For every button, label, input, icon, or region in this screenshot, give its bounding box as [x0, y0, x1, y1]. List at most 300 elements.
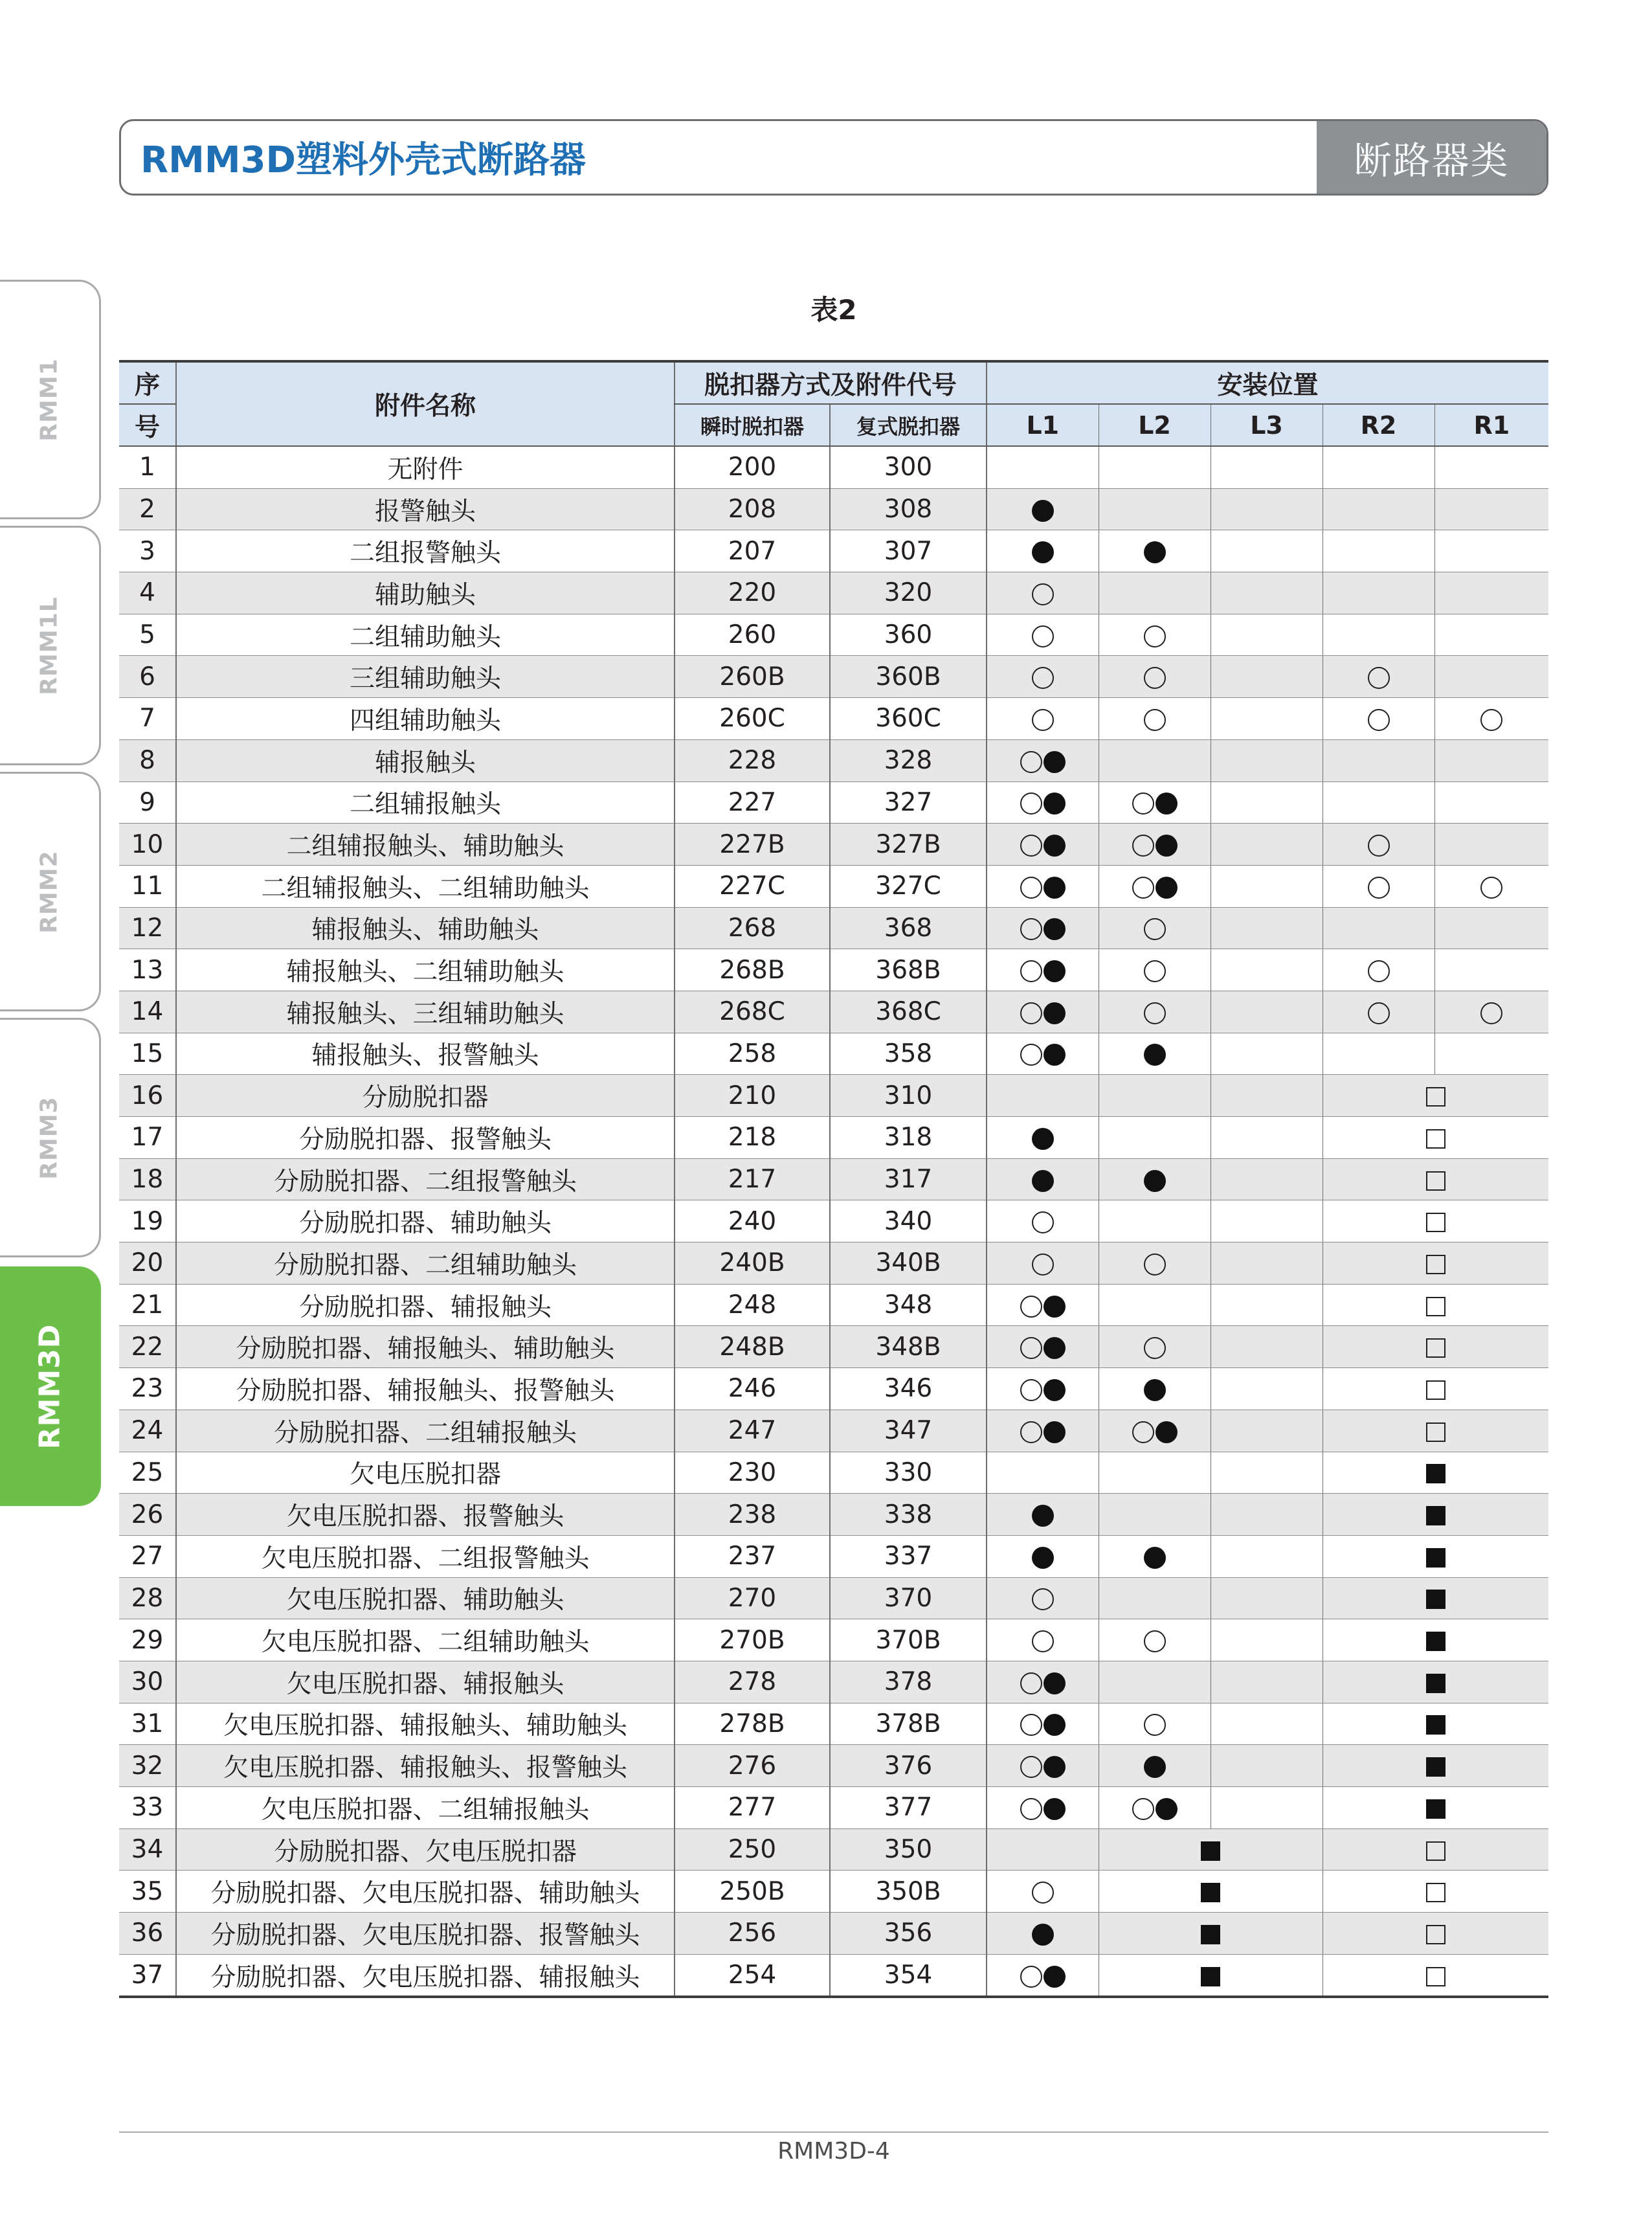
- position-cell: [1323, 991, 1434, 1033]
- cell-instant: 207: [675, 530, 830, 572]
- header-seq-line2: 号: [119, 404, 176, 446]
- position-cell: [1323, 1410, 1548, 1452]
- position-cell: [1211, 991, 1323, 1033]
- header-seq: 序: [119, 361, 176, 404]
- position-cell: [1434, 614, 1548, 656]
- filled-square-icon: [1426, 1632, 1446, 1651]
- filled-circle-icon: [1044, 793, 1066, 815]
- position-cell: [987, 907, 1099, 949]
- cell-compound: 346: [830, 1368, 987, 1410]
- position-cell: [1323, 949, 1434, 991]
- filled-square-icon: [1426, 1757, 1446, 1777]
- open-circle-icon: [1144, 1337, 1166, 1359]
- open-circle-icon: [1020, 1714, 1042, 1736]
- position-cell: [1099, 949, 1211, 991]
- cell-no: 19: [119, 1200, 176, 1242]
- open-circle-icon: [1368, 835, 1390, 857]
- table-row: [119, 1200, 1548, 1242]
- position-cell: [1434, 739, 1548, 781]
- cell-no: 31: [119, 1703, 176, 1745]
- table-row: [119, 865, 1548, 907]
- position-cell: [1211, 446, 1323, 488]
- open-circle-icon: [1032, 667, 1054, 689]
- open-circle-icon: [1020, 793, 1042, 815]
- cell-compound: 348B: [830, 1326, 987, 1368]
- cell-no: 12: [119, 907, 176, 949]
- cell-no: 35: [119, 1871, 176, 1913]
- table-row: [119, 907, 1548, 949]
- cell-instant: 278: [675, 1661, 830, 1703]
- open-circle-icon: [1144, 625, 1166, 647]
- open-circle-icon: [1032, 1630, 1054, 1652]
- cell-name: 辅报触头: [176, 739, 675, 781]
- position-cell: [1323, 698, 1434, 740]
- position-cell: [1099, 1494, 1211, 1536]
- cell-name: 分励脱扣器、辅报触头、辅助触头: [176, 1326, 675, 1368]
- table-row: [119, 991, 1548, 1033]
- cell-name: 欠电压脱扣器、报警触头: [176, 1494, 675, 1536]
- cell-no: 28: [119, 1577, 176, 1619]
- position-cell: [987, 1326, 1099, 1368]
- open-circle-icon: [1020, 1337, 1042, 1359]
- cell-name: 分励脱扣器、辅报触头、报警触头: [176, 1368, 675, 1410]
- cell-no: 33: [119, 1787, 176, 1829]
- cell-instant: 217: [675, 1158, 830, 1200]
- filled-circle-icon: [1144, 1170, 1166, 1192]
- position-cell: [1434, 1033, 1548, 1075]
- position-cell: [1434, 991, 1548, 1033]
- cell-instant: 260B: [675, 656, 830, 698]
- position-cell: [1211, 488, 1323, 530]
- position-cell: [1211, 1577, 1323, 1619]
- filled-circle-icon: [1044, 751, 1066, 773]
- open-circle-icon: [1020, 1672, 1042, 1694]
- header-compound: 复式脱扣器: [830, 404, 987, 446]
- cell-no: 5: [119, 614, 176, 656]
- table-row: [119, 1326, 1548, 1368]
- cell-no: 11: [119, 865, 176, 907]
- open-circle-icon: [1480, 709, 1502, 731]
- cell-name: 分励脱扣器、欠电压脱扣器、辅助触头: [176, 1871, 675, 1913]
- side-tab-label: RMM3D: [33, 1323, 66, 1449]
- position-cell: [1211, 1494, 1323, 1536]
- position-cell: [1099, 1033, 1211, 1075]
- position-cell: [987, 1954, 1099, 1997]
- cell-no: 3: [119, 530, 176, 572]
- open-square-icon: [1426, 1422, 1446, 1442]
- cell-compound: 327B: [830, 824, 987, 866]
- cell-instant: 256: [675, 1913, 830, 1955]
- filled-circle-icon: [1032, 541, 1054, 563]
- position-cell: [987, 824, 1099, 866]
- header-pos-l1: L1: [987, 404, 1099, 446]
- position-cell: [1323, 1619, 1548, 1661]
- position-cell: [1434, 865, 1548, 907]
- open-circle-icon: [1368, 877, 1390, 899]
- position-cell: [1323, 1828, 1548, 1871]
- table-row: [119, 1410, 1548, 1452]
- position-cell: [1099, 824, 1211, 866]
- filled-circle-icon: [1155, 1798, 1178, 1820]
- position-cell: [1099, 1242, 1211, 1285]
- position-cell: [1099, 488, 1211, 530]
- position-cell: [987, 1661, 1099, 1703]
- cell-no: 7: [119, 698, 176, 740]
- cell-instant: 240B: [675, 1242, 830, 1285]
- cell-no: 2: [119, 488, 176, 530]
- open-square-icon: [1426, 1171, 1446, 1191]
- cell-name: 辅助触头: [176, 572, 675, 614]
- cell-instant: 230: [675, 1452, 830, 1494]
- cell-compound: 327C: [830, 865, 987, 907]
- cell-name: 分励脱扣器、欠电压脱扣器: [176, 1828, 675, 1871]
- side-tab-rmm1l[interactable]: [0, 526, 101, 765]
- filled-circle-icon: [1032, 500, 1054, 522]
- open-circle-icon: [1032, 625, 1054, 647]
- cell-name: 欠电压脱扣器、二组辅报触头: [176, 1787, 675, 1829]
- cell-compound: 318: [830, 1117, 987, 1159]
- position-cell: [1099, 1326, 1211, 1368]
- open-circle-icon: [1480, 1002, 1502, 1024]
- filled-square-icon: [1201, 1925, 1220, 1944]
- position-cell: [1211, 1410, 1323, 1452]
- position-cell: [1323, 1535, 1548, 1577]
- cell-name: 三组辅助触头: [176, 656, 675, 698]
- position-cell: [1211, 1242, 1323, 1285]
- position-cell: [1323, 656, 1434, 698]
- filled-circle-icon: [1032, 1924, 1054, 1946]
- cell-name: 二组辅报触头: [176, 781, 675, 824]
- open-circle-icon: [1020, 1966, 1042, 1988]
- filled-circle-icon: [1044, 1714, 1066, 1736]
- cell-compound: 360C: [830, 698, 987, 740]
- filled-circle-icon: [1144, 1756, 1166, 1778]
- cell-no: 17: [119, 1117, 176, 1159]
- table-row: [119, 446, 1548, 488]
- position-cell: [1099, 446, 1211, 488]
- cell-compound: 340: [830, 1200, 987, 1242]
- position-cell: [1323, 1745, 1548, 1787]
- side-tab-rmm1[interactable]: [0, 280, 101, 519]
- position-cell: [987, 1745, 1099, 1787]
- position-cell: [1323, 572, 1434, 614]
- table-row: [119, 1577, 1548, 1619]
- cell-no: 18: [119, 1158, 176, 1200]
- open-circle-icon: [1144, 709, 1166, 731]
- cell-compound: 360B: [830, 656, 987, 698]
- side-tab-rmm2[interactable]: [0, 772, 101, 1011]
- cell-instant: 210: [675, 1075, 830, 1117]
- filled-circle-icon: [1044, 877, 1066, 899]
- position-cell: [1323, 1158, 1548, 1200]
- cell-instant: 208: [675, 488, 830, 530]
- position-cell: [1434, 572, 1548, 614]
- cell-instant: 228: [675, 739, 830, 781]
- position-cell: [1099, 1410, 1211, 1452]
- table-row: [119, 1535, 1548, 1577]
- table-row: [119, 614, 1548, 656]
- cell-compound: 368B: [830, 949, 987, 991]
- cell-instant: 238: [675, 1494, 830, 1536]
- position-cell: [987, 1913, 1099, 1955]
- filled-circle-icon: [1155, 877, 1178, 899]
- open-circle-icon: [1032, 583, 1054, 605]
- cell-no: 30: [119, 1661, 176, 1703]
- cell-compound: 327: [830, 781, 987, 824]
- position-cell: [1323, 1200, 1548, 1242]
- table-row: [119, 739, 1548, 781]
- cell-no: 34: [119, 1828, 176, 1871]
- position-cell: [1211, 1033, 1323, 1075]
- position-cell: [987, 1619, 1099, 1661]
- cell-no: 21: [119, 1284, 176, 1326]
- position-cell: [1099, 781, 1211, 824]
- cell-compound: 377: [830, 1787, 987, 1829]
- position-cell: [1099, 1577, 1211, 1619]
- position-cell: [1323, 446, 1434, 488]
- open-circle-icon: [1368, 1002, 1390, 1024]
- open-circle-icon: [1020, 1421, 1042, 1443]
- position-cell: [1211, 1200, 1323, 1242]
- filled-square-icon: [1426, 1799, 1446, 1819]
- cell-instant: 237: [675, 1535, 830, 1577]
- cell-name: 二组辅助触头: [176, 614, 675, 656]
- table-row: [119, 781, 1548, 824]
- open-circle-icon: [1132, 835, 1154, 857]
- position-cell: [1211, 739, 1323, 781]
- position-cell: [1323, 1871, 1548, 1913]
- open-square-icon: [1426, 1129, 1446, 1149]
- open-circle-icon: [1480, 877, 1502, 899]
- position-cell: [1323, 1494, 1548, 1536]
- position-cell: [1323, 824, 1434, 866]
- open-square-icon: [1426, 1297, 1446, 1316]
- cell-instant: 268C: [675, 991, 830, 1033]
- position-cell: [1099, 614, 1211, 656]
- header-pos-r1: R1: [1434, 404, 1548, 446]
- position-cell: [1211, 1075, 1323, 1117]
- filled-square-icon: [1201, 1841, 1220, 1861]
- position-cell: [1323, 488, 1434, 530]
- position-cell: [1211, 1117, 1323, 1159]
- position-cell: [987, 1242, 1099, 1285]
- filled-circle-icon: [1155, 1421, 1178, 1443]
- position-cell: [987, 739, 1099, 781]
- cell-no: 13: [119, 949, 176, 991]
- position-cell: [1099, 572, 1211, 614]
- position-cell: [1323, 1954, 1548, 1997]
- position-cell: [1099, 1158, 1211, 1200]
- position-cell: [987, 446, 1099, 488]
- cell-no: 14: [119, 991, 176, 1033]
- table-row: [119, 949, 1548, 991]
- open-circle-icon: [1132, 877, 1154, 899]
- filled-circle-icon: [1155, 835, 1178, 857]
- cell-compound: 354: [830, 1954, 987, 1997]
- cell-no: 9: [119, 781, 176, 824]
- table-row: [119, 488, 1548, 530]
- cell-compound: 376: [830, 1745, 987, 1787]
- cell-no: 36: [119, 1913, 176, 1955]
- table-row: [119, 530, 1548, 572]
- filled-circle-icon: [1044, 960, 1066, 982]
- side-tab-label: RMM3: [36, 1096, 63, 1180]
- cell-compound: 348: [830, 1284, 987, 1326]
- cell-compound: 370B: [830, 1619, 987, 1661]
- position-cell: [1099, 1075, 1211, 1117]
- position-cell: [1323, 1075, 1548, 1117]
- position-cell: [1323, 1787, 1548, 1829]
- position-cell: [987, 614, 1099, 656]
- table-row: [119, 1033, 1548, 1075]
- cell-name: 二组辅报触头、辅助触头: [176, 824, 675, 866]
- open-circle-icon: [1020, 877, 1042, 899]
- position-cell: [1323, 1577, 1548, 1619]
- cell-name: 分励脱扣器、报警触头: [176, 1117, 675, 1159]
- position-cell: [987, 1033, 1099, 1075]
- filled-square-icon: [1426, 1715, 1446, 1735]
- position-cell: [1099, 1368, 1211, 1410]
- header-name: 附件名称: [176, 361, 675, 446]
- position-cell: [1211, 1703, 1323, 1745]
- position-cell: [1211, 1284, 1323, 1326]
- open-circle-icon: [1144, 667, 1166, 689]
- position-cell: [1211, 781, 1323, 824]
- cell-no: 27: [119, 1535, 176, 1577]
- open-circle-icon: [1132, 1421, 1154, 1443]
- open-circle-icon: [1020, 1379, 1042, 1401]
- cell-name: 二组辅报触头、二组辅助触头: [176, 865, 675, 907]
- table-row: [119, 1452, 1548, 1494]
- header-position-group: 安装位置: [987, 361, 1548, 404]
- filled-square-icon: [1201, 1967, 1220, 1986]
- cell-instant: 250B: [675, 1871, 830, 1913]
- cell-compound: 307: [830, 530, 987, 572]
- cell-name: 分励脱扣器、二组辅助触头: [176, 1242, 675, 1285]
- filled-square-icon: [1426, 1674, 1446, 1693]
- cell-compound: 370: [830, 1577, 987, 1619]
- position-cell: [1099, 1913, 1323, 1955]
- position-cell: [1099, 1200, 1211, 1242]
- position-cell: [1099, 1871, 1323, 1913]
- cell-name: 欠电压脱扣器、辅助触头: [176, 1577, 675, 1619]
- filled-square-icon: [1426, 1464, 1446, 1483]
- position-cell: [1323, 530, 1434, 572]
- position-cell: [987, 1535, 1099, 1577]
- table-row: [119, 1494, 1548, 1536]
- side-tab-rmm3d[interactable]: [0, 1266, 101, 1506]
- position-cell: [1099, 530, 1211, 572]
- open-circle-icon: [1144, 1714, 1166, 1736]
- position-cell: [1434, 530, 1548, 572]
- cell-no: 29: [119, 1619, 176, 1661]
- filled-circle-icon: [1144, 1379, 1166, 1401]
- cell-instant: 277: [675, 1787, 830, 1829]
- filled-circle-icon: [1044, 1296, 1066, 1318]
- position-cell: [1323, 1368, 1548, 1410]
- filled-circle-icon: [1044, 918, 1066, 940]
- position-cell: [987, 1787, 1099, 1829]
- open-square-icon: [1426, 1883, 1446, 1902]
- cell-compound: 350: [830, 1828, 987, 1871]
- position-cell: [1323, 907, 1434, 949]
- table-row: [119, 1871, 1548, 1913]
- category-label: 断路器类: [1317, 121, 1546, 194]
- footer-rule: [119, 2131, 1548, 2133]
- side-tab-label: RMM2: [36, 849, 63, 934]
- open-circle-icon: [1032, 1254, 1054, 1276]
- cell-instant: 260: [675, 614, 830, 656]
- cell-name: 分励脱扣器、辅助触头: [176, 1200, 675, 1242]
- position-cell: [1434, 907, 1548, 949]
- side-tab-label: RMM1L: [36, 596, 63, 695]
- position-cell: [1211, 1452, 1323, 1494]
- filled-circle-icon: [1032, 1128, 1054, 1150]
- filled-square-icon: [1426, 1590, 1446, 1609]
- cell-instant: 248: [675, 1284, 830, 1326]
- position-cell: [1434, 656, 1548, 698]
- position-cell: [987, 1075, 1099, 1117]
- table-caption: 表2: [810, 294, 857, 326]
- cell-no: 6: [119, 656, 176, 698]
- position-cell: [1434, 949, 1548, 991]
- position-cell: [1099, 656, 1211, 698]
- open-circle-icon: [1020, 835, 1042, 857]
- position-cell: [1323, 865, 1434, 907]
- filled-circle-icon: [1044, 1002, 1066, 1024]
- position-cell: [987, 1703, 1099, 1745]
- cell-no: 23: [119, 1368, 176, 1410]
- cell-no: 32: [119, 1745, 176, 1787]
- position-cell: [1211, 1619, 1323, 1661]
- open-circle-icon: [1020, 1798, 1042, 1820]
- table-row: [119, 1284, 1548, 1326]
- filled-circle-icon: [1044, 1756, 1066, 1778]
- filled-circle-icon: [1044, 1044, 1066, 1066]
- cell-instant: 246: [675, 1368, 830, 1410]
- table-row: [119, 1745, 1548, 1787]
- filled-square-icon: [1426, 1506, 1446, 1525]
- position-cell: [1099, 1703, 1211, 1745]
- position-cell: [987, 572, 1099, 614]
- position-cell: [987, 656, 1099, 698]
- position-cell: [1434, 781, 1548, 824]
- filled-circle-icon: [1144, 541, 1166, 563]
- cell-name: 分励脱扣器: [176, 1075, 675, 1117]
- cell-compound: 330: [830, 1452, 987, 1494]
- open-circle-icon: [1368, 960, 1390, 982]
- cell-compound: 317: [830, 1158, 987, 1200]
- cell-name: 欠电压脱扣器、二组辅助触头: [176, 1619, 675, 1661]
- table-row: [119, 1075, 1548, 1117]
- table-row: [119, 1661, 1548, 1703]
- position-cell: [987, 1410, 1099, 1452]
- cell-no: 15: [119, 1033, 176, 1075]
- cell-instant: 227: [675, 781, 830, 824]
- side-tab-rmm3[interactable]: [0, 1018, 101, 1257]
- cell-no: 16: [119, 1075, 176, 1117]
- cell-no: 8: [119, 739, 176, 781]
- filled-circle-icon: [1032, 1505, 1054, 1527]
- header-banner: [119, 119, 1548, 196]
- cell-no: 25: [119, 1452, 176, 1494]
- cell-compound: 378B: [830, 1703, 987, 1745]
- cell-name: 二组报警触头: [176, 530, 675, 572]
- open-circle-icon: [1020, 1756, 1042, 1778]
- position-cell: [987, 698, 1099, 740]
- position-cell: [1323, 1242, 1548, 1285]
- position-cell: [1211, 530, 1323, 572]
